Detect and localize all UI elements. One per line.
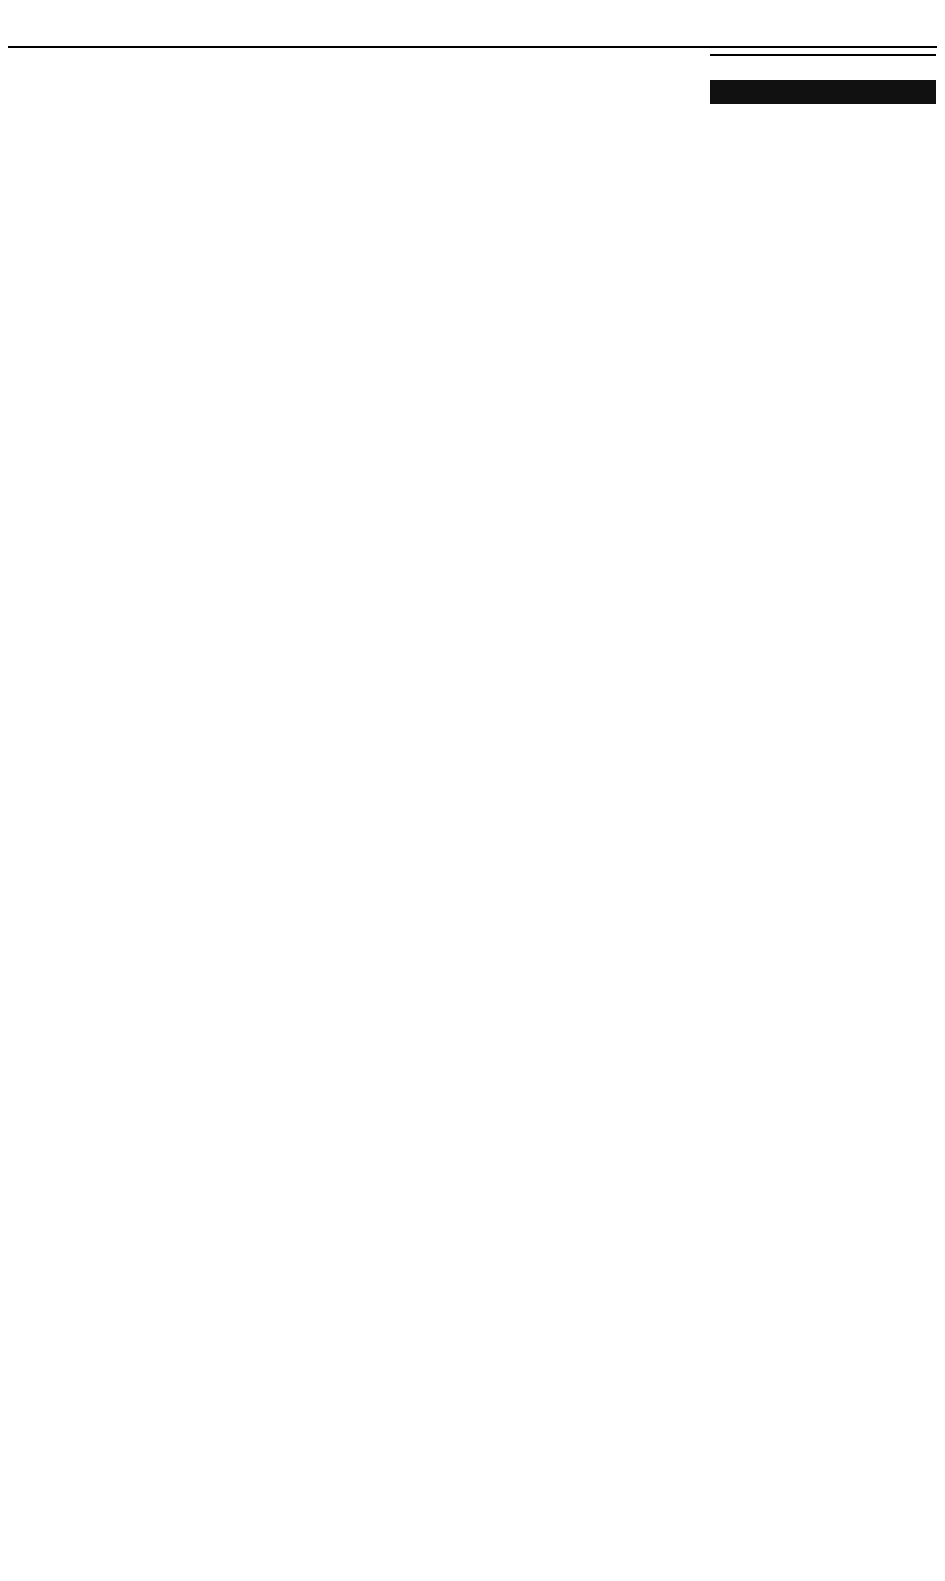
sports-headline — [710, 54, 936, 74]
masthead-left — [8, 41, 244, 46]
masthead — [8, 6, 937, 48]
columns — [8, 54, 937, 1574]
column-3 — [476, 54, 702, 1574]
column-4 — [710, 54, 936, 1574]
issue-date — [8, 41, 244, 46]
court-notices-title — [710, 80, 936, 104]
column-1 — [8, 54, 234, 1574]
column-2 — [242, 54, 468, 1574]
